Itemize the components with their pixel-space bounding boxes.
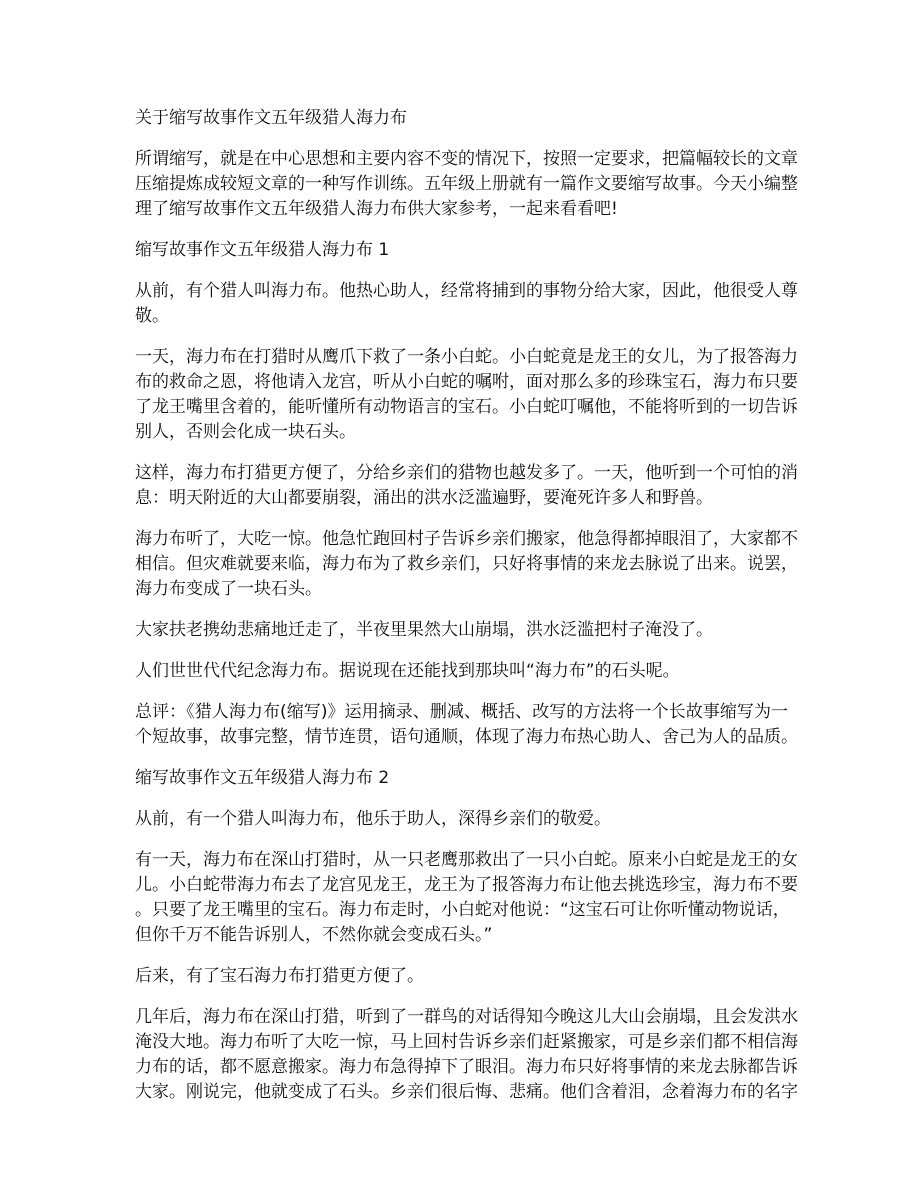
section-heading <box>135 766 788 791</box>
paragraph <box>135 700 798 750</box>
text-line: 敬。 <box>135 306 169 326</box>
text-line: 了龙王嘴里含着的，能听懂所有动物语言的宝石。小白蛇叮嘱他，不能将听到的一切告诉 <box>135 397 798 417</box>
paragraph <box>135 807 788 832</box>
paragraph <box>135 1005 798 1105</box>
paragraph <box>135 659 788 684</box>
text-line: 海力布听了，大吃一惊。他急忙跑回村子告诉乡亲们搬家，他急得都掉眼泪了，大家都不 <box>135 529 798 549</box>
paragraph <box>135 147 798 222</box>
document-body <box>135 147 798 1105</box>
text-line: 所谓缩写，就是在中心思想和主要内容不变的情况下，按照一定要求，把篇幅较长的文章 <box>135 149 798 169</box>
text-line: 息：明天附近的大山都要崩裂，涌出的洪水泛滥遍野，要淹死许多人和野兽。 <box>135 488 713 508</box>
text-line: 相信。但灾难就要来临，海力布为了救乡亲们，只好将事情的来龙去脉说了出来。说罢， <box>135 554 798 574</box>
document-title: 关于缩写故事作文五年级猎人海力布 <box>135 108 407 128</box>
text-line: 但你千万不能告诉别人，不然你就会变成石头。” <box>135 925 493 945</box>
text-line: 布的救命之恩，将他请入龙宫，听从小白蛇的嘱咐，面对那么多的珍珠宝石，海力布只要 <box>135 372 798 392</box>
text-line: 一天，海力布在打猎时从鹰爪下救了一条小白蛇。小白蛇竟是龙王的女儿，为了报答海力 <box>135 347 798 367</box>
text-line: 后来，有了宝石海力布打猎更方便了。 <box>135 966 424 986</box>
text-line: 缩写故事作文五年级猎人海力布 1 <box>135 240 390 260</box>
text-line: 个短故事，故事完整，情节连贯，语句通顺，体现了海力布热心助人、舍己为人的品质。 <box>135 727 798 747</box>
paragraph <box>135 527 798 602</box>
section-heading <box>135 238 788 263</box>
text-line: 理了缩写故事作文五年级猎人海力布供大家参考，一起来看看吧! <box>135 199 618 219</box>
paragraph <box>135 618 788 643</box>
text-line: 总评：《猎人海力布(缩写)》运用摘录、删减、概括、改写的方法将一个长故事缩写为一 <box>135 702 788 722</box>
text-line: 人们世世代代纪念海力布。据说现在还能找到那块叫“海力布”的石头呢。 <box>135 661 680 681</box>
text-line: 几年后，海力布在深山打猎，听到了一群鸟的对话得知今晚这儿大山会崩塌，且会发洪水 <box>135 1007 798 1027</box>
document-page <box>135 106 798 1121</box>
text-line: 从前，有个猎人叫海力布。他热心助人，经常将捕到的事物分给大家，因此，他很受人尊 <box>135 281 798 301</box>
text-line: 从前，有一个猎人叫海力布，他乐于助人，深得乡亲们的敬爱。 <box>135 809 611 829</box>
paragraph <box>135 964 788 989</box>
text-line: 这样，海力布打猎更方便了，分给乡亲们的猎物也越发多了。一天，他听到一个可怕的消 <box>135 463 798 483</box>
text-line: 大家扶老携幼悲痛地迁走了，半夜里果然大山崩塌，洪水泛滥把村子淹没了。 <box>135 620 713 640</box>
text-line: 淹没大地。海力布听了大吃一惊，马上回村告诉乡亲们赶紧搬家，可是乡亲们都不相信海 <box>135 1032 798 1052</box>
text-line: 海力布变成了一块石头。 <box>135 579 322 599</box>
text-line: 别人，否则会化成一块石头。 <box>135 422 356 442</box>
text-line: 缩写故事作文五年级猎人海力布 2 <box>135 768 390 788</box>
paragraph <box>135 848 798 948</box>
text-line: 。只要了龙王嘴里的宝石。海力布走时，小白蛇对他说：“这宝石可让你听懂动物说话， <box>135 900 790 920</box>
text-line: 有一天，海力布在深山打猎时，从一只老鹰那救出了一只小白蛇。原来小白蛇是龙王的女 <box>135 850 798 870</box>
text-line: 儿。小白蛇带海力布去了龙宫见龙王，龙王为了报答海力布让他去挑选珍宝，海力布不要 <box>135 875 798 895</box>
paragraph <box>135 345 798 445</box>
text-line: 力布的话，都不愿意搬家。海力布急得掉下了眼泪。海力布只好将事情的来龙去脉都告诉 <box>135 1057 798 1077</box>
text-line: 压缩提炼成较短文章的一种写作训练。五年级上册就有一篇作文要缩写故事。今天小编整 <box>135 174 798 194</box>
paragraph <box>135 279 798 329</box>
text-line: 大家。刚说完，他就变成了石头。乡亲们很后悔、悲痛。他们含着泪，念着海力布的名字 <box>135 1082 798 1102</box>
paragraph <box>135 461 798 511</box>
